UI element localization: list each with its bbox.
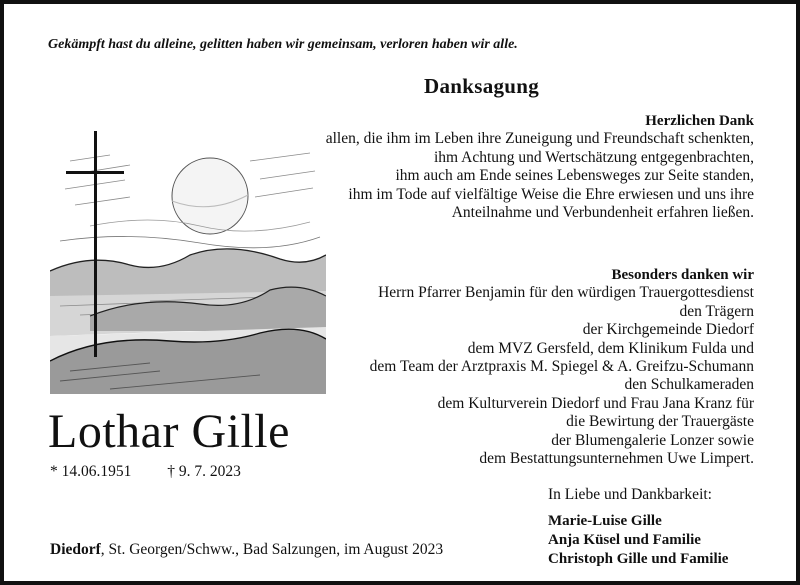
thanks-line: ihm auch am Ende seines Lebensweges zur Seite standen, xyxy=(395,167,754,185)
thanks-heading: Herzlichen Dank xyxy=(645,113,754,129)
special-thanks-heading: Besonders danken wir xyxy=(611,267,754,283)
place-town: Diedorf xyxy=(50,541,101,558)
family-name: Christoph Gille und Familie xyxy=(548,551,729,567)
place-and-date xyxy=(50,541,443,559)
motto: Gekämpft hast du alleine, gelitten haben wir gemeinsam, verloren haben wir alle. xyxy=(48,37,518,52)
death-date: † 9. 7. 2023 xyxy=(167,463,241,480)
special-thanks-line: die Bewirtung der Trauergäste xyxy=(566,413,754,431)
signoff-intro: In Liebe und Dankbarkeit: xyxy=(548,486,712,503)
special-thanks-line: der Kirchgemeinde Diedorf xyxy=(582,321,754,339)
family-name: Anja Küsel und Familie xyxy=(548,532,701,548)
page-title: Danksagung xyxy=(424,74,540,98)
thanks-block xyxy=(326,112,754,222)
special-thanks-line: dem Bestattungsunternehmen Uwe Limpert. xyxy=(479,450,754,468)
sea-and-hills xyxy=(50,249,326,394)
place-rest: , St. Georgen/Schww., Bad Salzungen, im August 2023 xyxy=(100,541,444,558)
signoff-block xyxy=(548,485,728,569)
special-thanks-line: der Blumengalerie Lonzer sowie xyxy=(551,431,754,449)
thanks-line: ihm Achtung und Wertschätzung entgegenbrachten, xyxy=(434,148,754,166)
special-thanks-line: dem Kulturverein Diedorf und Frau Jana Kranz für xyxy=(437,394,754,412)
special-thanks-line: den Trägern xyxy=(679,302,754,320)
special-thanks-line: den Schulkameraden xyxy=(624,376,754,394)
cross-seascape-illustration xyxy=(50,131,326,394)
thanks-line: Anteilnahme und Verbundenheit erfahren ließen. xyxy=(451,204,754,222)
life-dates xyxy=(50,463,241,481)
deceased-name: Lothar Gille xyxy=(48,405,290,458)
thanks-line: allen, die ihm im Leben ihre Zuneigung und Freundschaft schenkten, xyxy=(325,130,754,148)
family-name: Marie-Luise Gille xyxy=(548,513,662,529)
special-thanks-line: dem Team der Arztpraxis M. Spiegel & A. Greifzu-Schumann xyxy=(369,358,754,376)
special-thanks-line: Herrn Pfarrer Benjamin für den würdigen Trauergottesdienst xyxy=(378,284,754,302)
birth-date: * 14.06.1951 xyxy=(50,463,132,480)
thanks-line: ihm im Tode auf vielfältige Weise die Ehre erwiesen und uns ihre xyxy=(348,185,754,203)
special-thanks-block xyxy=(370,266,754,468)
special-thanks-line: dem MVZ Gersfeld, dem Klinikum Fulda und xyxy=(467,339,754,357)
